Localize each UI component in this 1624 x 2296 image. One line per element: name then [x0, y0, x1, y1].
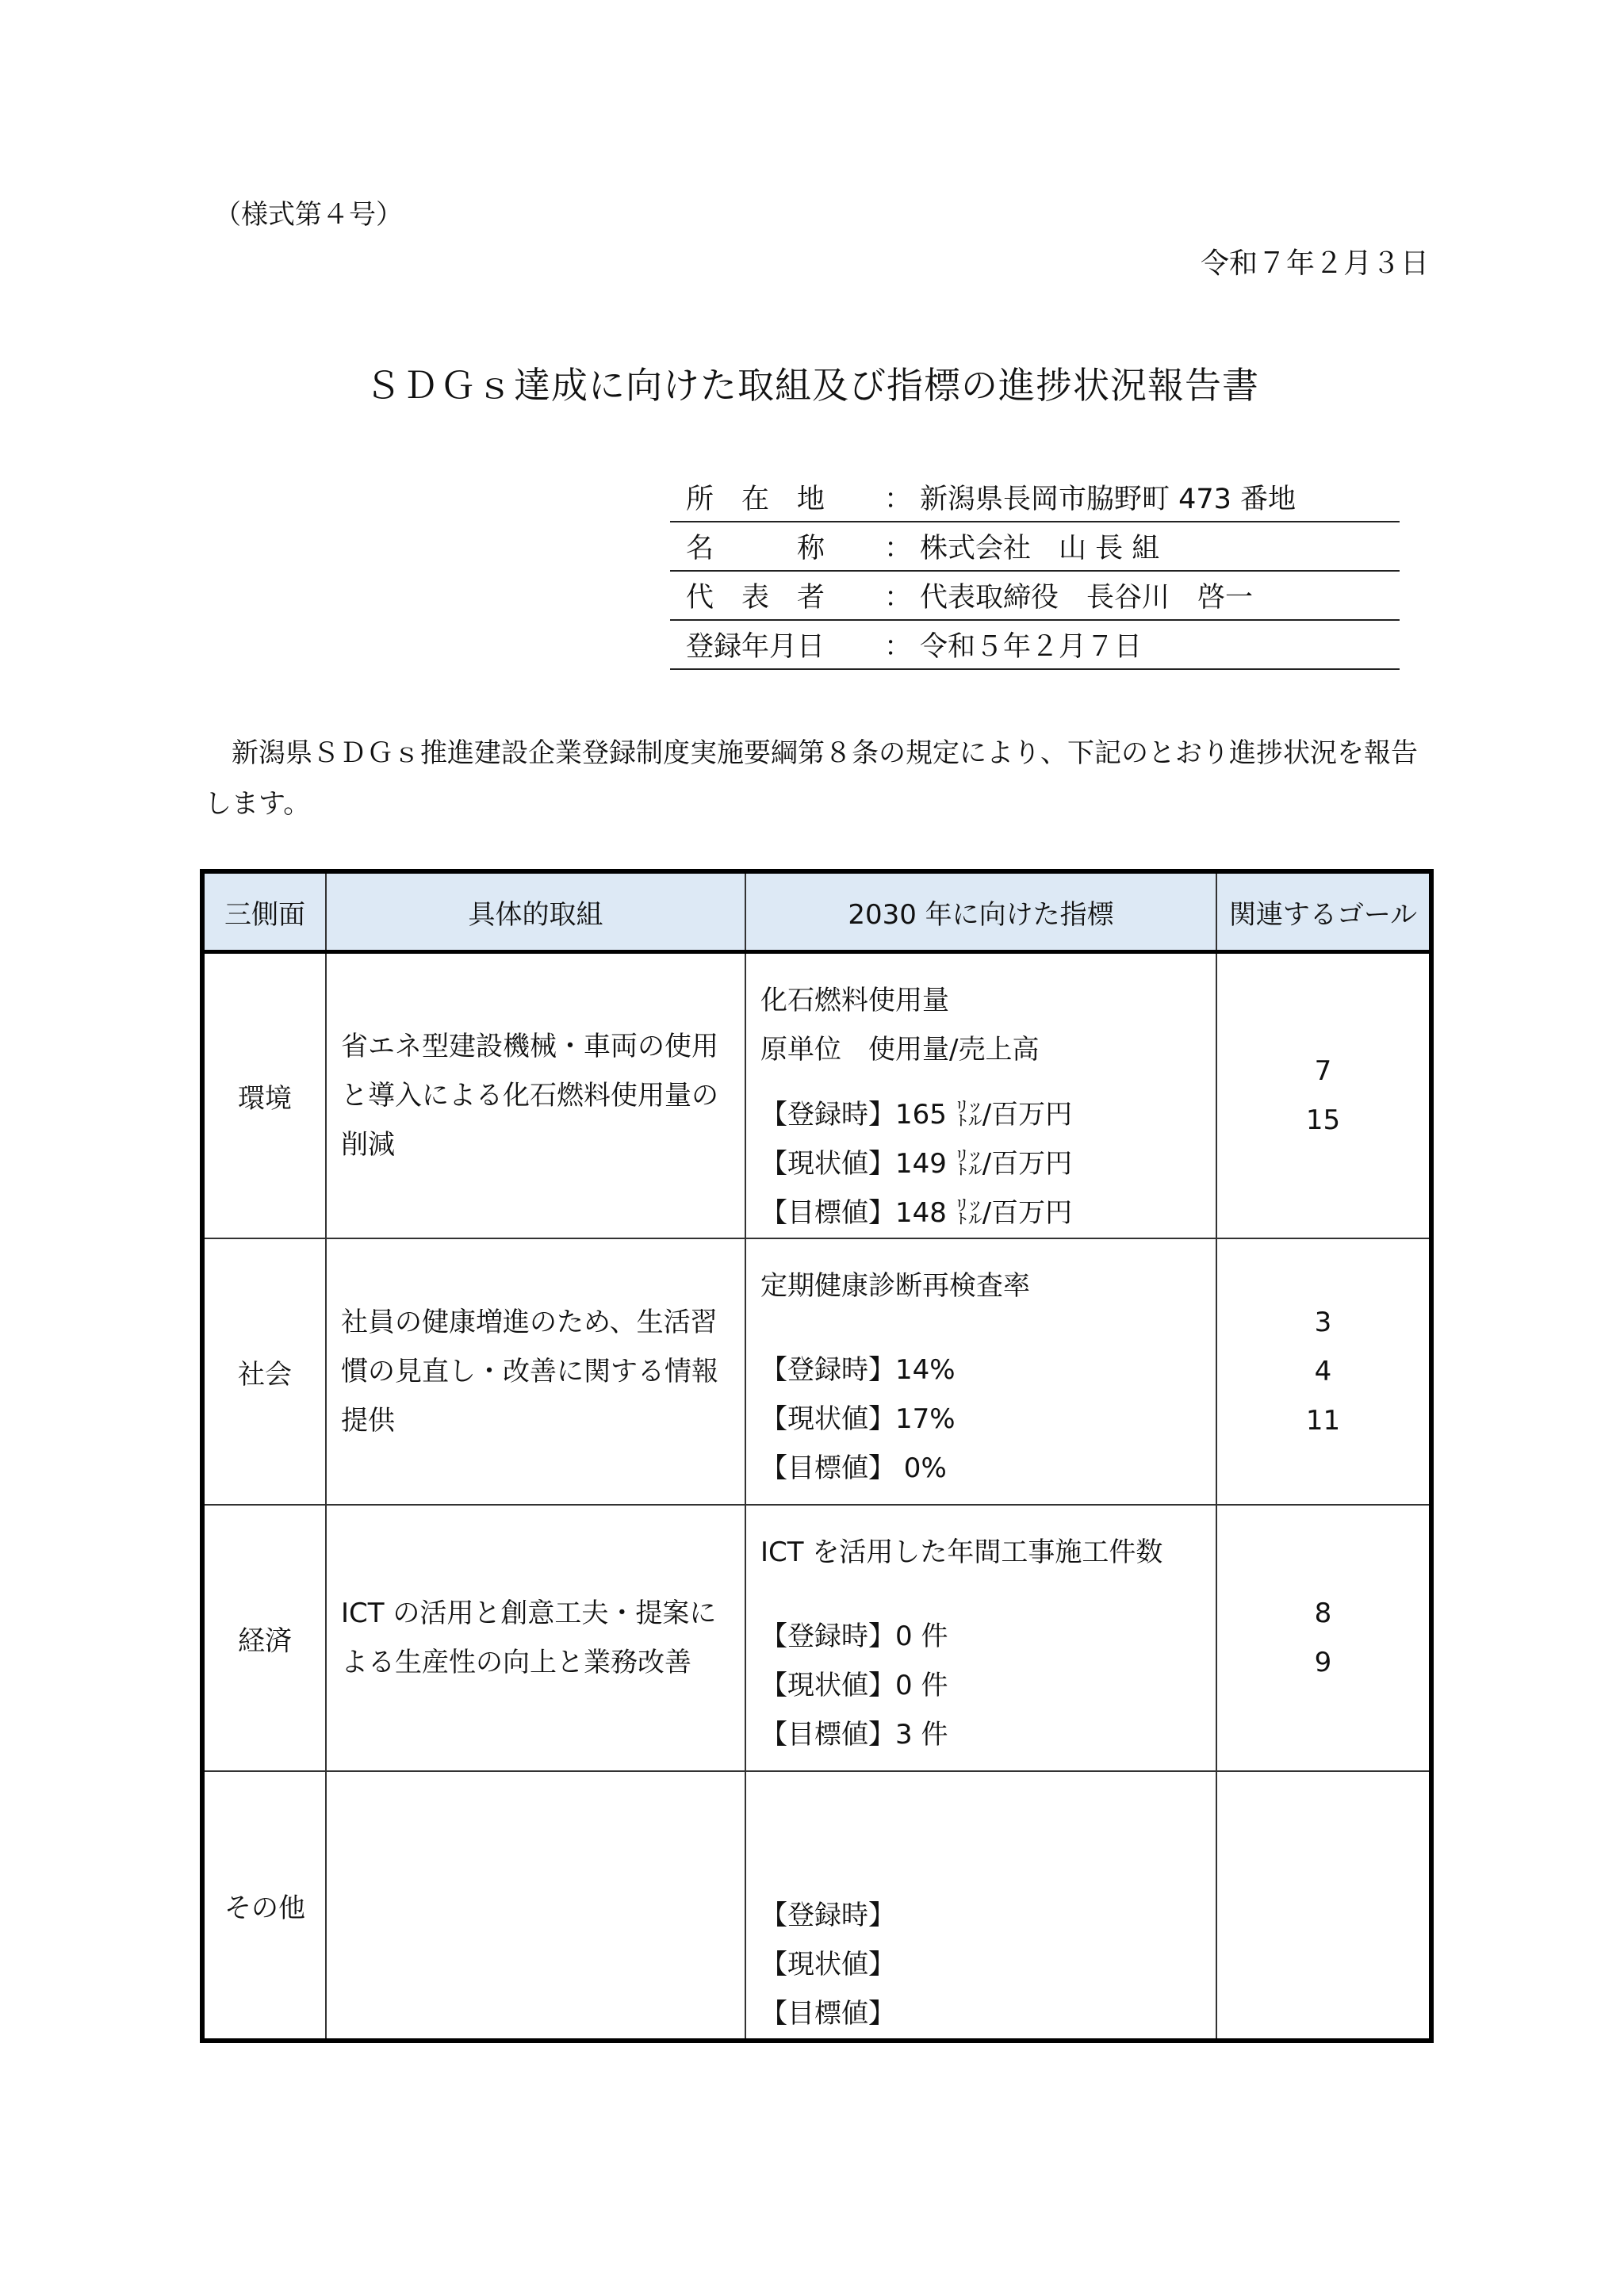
- info-label: 代 表 者: [670, 571, 884, 620]
- table-header-row: [202, 871, 1431, 952]
- form-number: （様式第４号）: [214, 199, 403, 231]
- info-row-name: [670, 522, 1400, 571]
- info-row-representative: [670, 571, 1400, 620]
- aspect-cell: 社会: [202, 1238, 326, 1505]
- goal-number: 7: [1314, 1055, 1332, 1087]
- current-value: 【現状値】: [760, 1949, 895, 1980]
- table-row: [202, 952, 1431, 1239]
- registered-value: 【登録時】0 件: [760, 1621, 948, 1652]
- action-cell: 省エネ型建設機械・車両の使用と導入による化石燃料使用量の削減: [326, 952, 745, 1239]
- current-value: 【現状値】0 件: [760, 1670, 948, 1701]
- info-row-address: [670, 473, 1400, 522]
- info-value: 代表取締役 長谷川 啓一: [912, 571, 1400, 620]
- header-action: 具体的取組: [326, 871, 745, 952]
- header-indicator: 2030 年に向けた指標: [745, 871, 1216, 952]
- indicator-line: 原単位 使用量/売上高: [760, 1034, 1040, 1066]
- info-colon: ：: [884, 473, 912, 522]
- target-value: 【目標値】3 件: [760, 1719, 948, 1751]
- action-cell: ICT の活用と創意工夫・提案による生産性の向上と業務改善: [326, 1505, 745, 1771]
- info-value: 新潟県長岡市脇野町 473 番地: [912, 473, 1400, 522]
- info-label: 登録年月日: [670, 620, 884, 669]
- current-value: 【現状値】149 ㍑/百万円: [760, 1148, 1073, 1180]
- header-goals: 関連するゴール: [1216, 871, 1431, 952]
- goal-number: 3: [1314, 1307, 1332, 1338]
- goal-number: 4: [1314, 1356, 1332, 1387]
- company-info-table: [670, 473, 1400, 670]
- current-value: 【現状値】17%: [760, 1403, 956, 1435]
- goal-number: 11: [1305, 1405, 1341, 1437]
- indicator-line: 化石燃料使用量: [760, 985, 949, 1016]
- registered-value: 【登録時】165 ㍑/百万円: [760, 1099, 1073, 1131]
- goals-cell: [1216, 1771, 1431, 2041]
- info-colon: ：: [884, 571, 912, 620]
- target-value: 【目標値】: [760, 1998, 895, 2030]
- info-value: 令和５年２月７日: [912, 620, 1400, 669]
- action-cell: 社員の健康増進のため、生活習慣の見直し・改善に関する情報提供: [326, 1238, 745, 1505]
- indicator-cell: [745, 1771, 1216, 2041]
- registered-value: 【登録時】14%: [760, 1354, 956, 1386]
- info-colon: ：: [884, 522, 912, 571]
- goals-cell: [1216, 952, 1431, 1239]
- action-cell: [326, 1771, 745, 2041]
- indicator-cell: [745, 1505, 1216, 1771]
- goal-number: 15: [1305, 1104, 1341, 1136]
- document-title: ＳＤＧｓ達成に向けた取組及び指標の進捗状況報告書: [365, 364, 1259, 407]
- progress-table: [200, 869, 1434, 2043]
- target-value: 【目標値】148 ㍑/百万円: [760, 1197, 1073, 1229]
- goal-number: 9: [1314, 1647, 1332, 1678]
- goals-cell: [1216, 1505, 1431, 1771]
- header-aspect: 三側面: [202, 871, 326, 952]
- indicator-cell: [745, 1238, 1216, 1505]
- info-value: 株式会社 山 長 組: [912, 522, 1400, 571]
- goal-number: 8: [1314, 1598, 1332, 1629]
- table-row: [202, 1771, 1431, 2041]
- intro-paragraph: 新潟県ＳＤＧｓ推進建設企業登録制度実施要綱第８条の規定により、下記のとおり進捗状況を報告します。: [205, 737, 1418, 820]
- table-row: [202, 1505, 1431, 1771]
- info-row-registration-date: [670, 620, 1400, 669]
- info-label: 所 在 地: [670, 473, 884, 522]
- indicator-line: ICT を活用した年間工事施工件数: [760, 1536, 1163, 1568]
- goals-cell: [1216, 1238, 1431, 1505]
- report-date: 令和７年２月３日: [1200, 247, 1429, 280]
- table-row: [202, 1238, 1431, 1505]
- aspect-cell: 環境: [202, 952, 326, 1239]
- info-label: 名 称: [670, 522, 884, 571]
- indicator-cell: [745, 952, 1216, 1239]
- aspect-cell: 経済: [202, 1505, 326, 1771]
- target-value: 【目標値】 0%: [760, 1452, 947, 1484]
- aspect-cell: その他: [202, 1771, 326, 2041]
- indicator-line: 定期健康診断再検査率: [760, 1270, 1030, 1302]
- registered-value: 【登録時】: [760, 1900, 895, 1931]
- info-colon: ：: [884, 620, 912, 669]
